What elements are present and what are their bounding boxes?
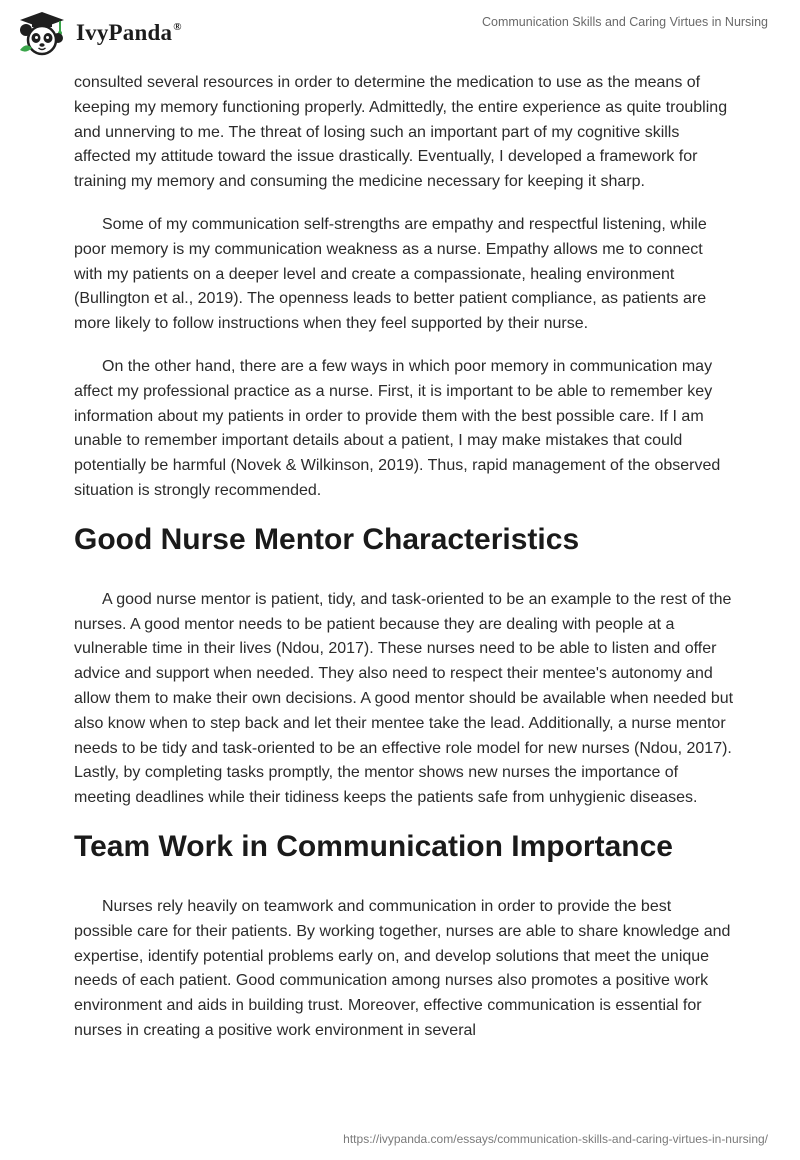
paragraph: On the other hand, there are a few ways in which poor memory in communication may affect my professional practice as a nurse. First, it is important to be able to remember key information about my patients in order to provide them with the best possible care. If I am unable to remember important details about a patient, I may make mistakes that could potentially be harmful (Novek & Wilkinson, 2019). Thus, rapid management of the observed situation is strongly recommended. [74,357,721,499]
source-url[interactable]: https://ivypanda.com/essays/communication-skills-and-caring-virtues-in-nursing/ [343,1132,768,1146]
registered-mark: ® [173,21,182,33]
panda-graduate-icon [16,10,68,56]
essay-content [74,71,734,1062]
paragraph: consulted several resources in order to determine the medication to use as the means of keeping my memory functioning properly. Admittedly, the entire experience as quite troubling and unnerving to me. The threat of losing such an important part of my cognitive skills affected my attitude toward the issue drastically. Eventually, I developed a framework for training my memory and consuming the medicine necessary for keeping it sharp. [74,74,728,191]
paragraph: Some of my communication self-strengths are empathy and respectful listening, while poor memory is my communication weakness as a nurse. Empathy allows me to connect with my patients on a deeper level and create a compassionate, healing environment (Bullington et al., 2019). The openness leads to better patient compliance, as patients are more likely to follow instructions when they feel supported by their nurse. [74,215,707,333]
section-heading: Team Work in Communication Importance [74,829,673,863]
document-title: Communication Skills and Caring Virtues in Nursing [481,15,768,29]
page-header [0,0,800,70]
paragraph: Nurses rely heavily on teamwork and communication in order to provide the best possible care for their patients. By working together, nurses are able to share knowledge and expertise, identify potential problems early on, and develop solutions that meet the unique needs of each patient. Good communication among nurses also promotes a positive work environment and aids in building trust. Moreover, effective communication is essential for nurses in creating a positive work environment in several [74,897,731,1039]
logo-wordmark: IvyPanda® [76,20,182,45]
ivypanda-logo[interactable] [16,10,226,56]
section-heading: Good Nurse Mentor Characteristics [74,522,580,556]
paragraph: A good nurse mentor is patient, tidy, and task-oriented to be an example to the rest of the nurses. A good mentor needs to be patient because they are dealing with people at a vulnerable time in their lives (Ndou, 2017). These nurses need to be able to listen and offer advice and support when needed. They also need to respect their mentee's autonomy and allow them to make their own decisions. A good mentor should be available when needed but also know when to step back and let their mentee take the lead. Additionally, a nurse mentor needs to be tidy and task-oriented to be an effective role model for new nurses (Ndou, 2017). Lastly, by completing tasks promptly, the mentor shows new nurses the importance of meeting deadlines while their tidiness keeps the patients safe from unhygienic diseases. [74,590,734,807]
